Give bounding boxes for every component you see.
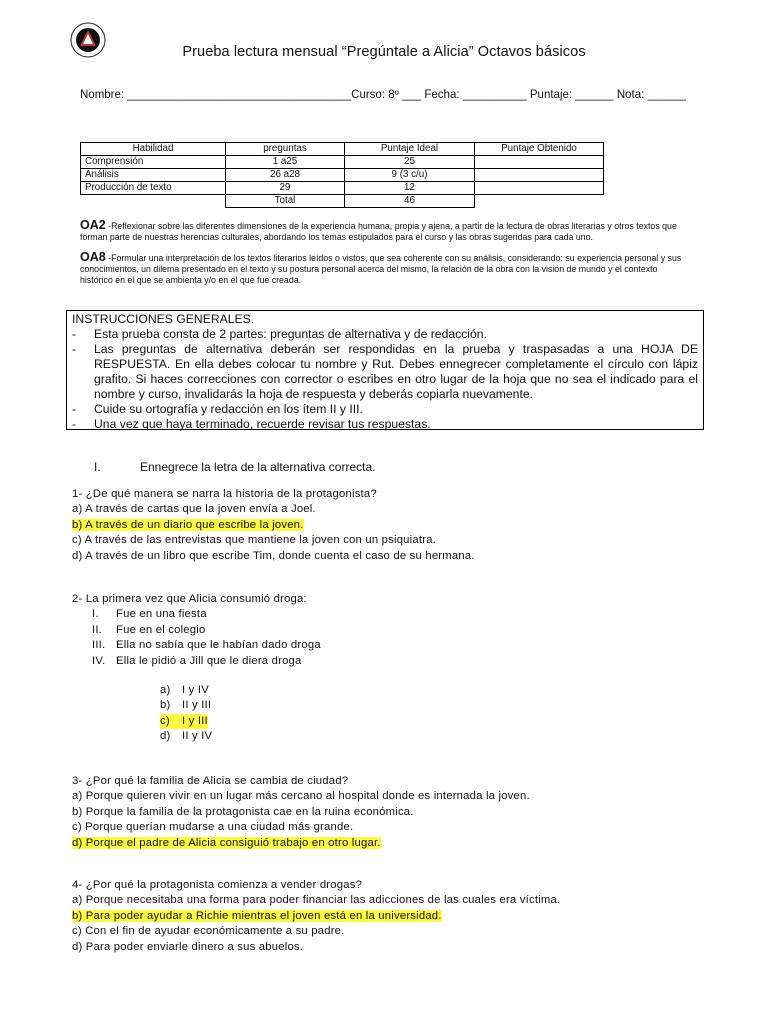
question-prompt: 1- ¿De qué manera se narra la historia de la protagonista?: [72, 488, 377, 500]
objective-text: -Formular una interpretación de los textos literarios leídos o vistos, que sea coherente con su análisis, considerando: su experiencia personal y sus conocimientos, un dilema presentado en el texto y su postura personal acerca del mismo, la relación de la obra con la visión de mundo y el contexto histórico en el que se ambienta y/o en el que fue creada.: [80, 253, 682, 285]
header-habilidad: Habilidad: [81, 143, 226, 156]
option-d[interactable]: d) II y IV: [160, 730, 213, 743]
objective-oa8: [80, 252, 692, 286]
objective-code: OA8: [80, 250, 106, 264]
objective-oa2: [80, 220, 692, 243]
instruction-item: - Una vez que haya terminado, recuerde revisar tus respuestas.: [72, 417, 431, 431]
header-puntaje-ideal: Puntaje Ideal: [345, 143, 475, 156]
cell: [475, 182, 604, 195]
page-title: Prueba lectura mensual “Pregúntale a Alicia” Octavos básicos: [182, 44, 586, 60]
option-b-highlighted[interactable]: b) Para poder ayudar a Richie mientras el joven está en la universidad.: [72, 909, 442, 922]
instruction-item: - Cuide su ortografía y redacción en los ítem II y III.: [72, 402, 363, 416]
question-prompt: 2- La primera vez que Alicia consumió droga:: [72, 593, 307, 605]
cell: 26 a28: [226, 169, 345, 182]
cell: Análisis: [81, 169, 226, 182]
objective-code: OA2: [80, 218, 106, 232]
option-c[interactable]: c) Porque querían mudarse a una ciudad más grande.: [72, 821, 354, 834]
option-b-highlighted[interactable]: b) A través de un diario que escribe la joven.: [72, 518, 304, 531]
table-row: [81, 156, 604, 169]
statement-item: II. Fue en el colegio: [92, 623, 206, 636]
cell: [475, 156, 604, 169]
question-prompt: 3- ¿Por qué la familia de Alicia se cambia de ciudad?: [72, 775, 349, 787]
option-a[interactable]: a) A través de cartas que la joven envía a Joel.: [72, 503, 316, 516]
option-d[interactable]: d) Para poder enviarle dinero a sus abuelos.: [72, 940, 304, 953]
option-c-highlighted[interactable]: c) I y III: [160, 714, 321, 729]
instruction-item: - Las preguntas de alternativa deberán ser respondidas en la prueba y traspasadas a una HOJA DE RESPUESTA. En ella debes colocar tu nombre y Rut. Debes ennegrecer completamente el círculo con lápiz grafito. Si haces correcciones con corrector o escribes en otro lugar de la hoja que no sea el indicado para el nombre y curso, invalidarás la hoja de respuesta y deberás copiarla nuevamente.: [72, 342, 698, 401]
question-2: [72, 592, 321, 745]
instructions-title: INSTRUCCIONES GENERALES.: [72, 312, 255, 326]
section-title-text: Ennegrece la letra de la alternativa correcta.: [140, 460, 376, 474]
skills-table: [80, 142, 604, 208]
section-heading: [94, 460, 375, 474]
total-value: 46: [345, 195, 475, 208]
header-puntaje-obtenido: Puntaje Obtenido: [475, 143, 604, 156]
option-a[interactable]: a) Porque necesitaba una forma para poder financiar las adicciones de las cuales era víctima.: [72, 894, 561, 907]
total-label: Total: [226, 195, 345, 208]
option-b[interactable]: b) II y III: [160, 699, 212, 712]
cell: Comprensión: [81, 156, 226, 169]
option-c[interactable]: c) Con el fin de ayudar económicamente a su padre.: [72, 925, 345, 938]
question-1: [72, 487, 475, 564]
table-row: [81, 182, 604, 195]
objective-text: -Reflexionar sobre las diferentes dimensiones de la experiencia humana, propia y ajena, a partir de la lectura de obras literarias y otros textos que forman parte de nuestras herencias culturales, abordando los temas estipulados para el curso y las obras sugeridas para cada uno.: [80, 221, 677, 242]
table-header-row: [81, 143, 604, 156]
option-d-highlighted[interactable]: d) Porque el padre de Alicia consiguió trabajo en otro lugar.: [72, 836, 381, 849]
cell: 12: [345, 182, 475, 195]
instructions-box: [66, 310, 704, 430]
section-number: I.: [94, 460, 101, 474]
option-b[interactable]: b) Porque la familia de la protagonista cae en la ruina económica.: [72, 805, 414, 818]
option-a[interactable]: a) Porque quieren vivir en un lugar más cercano al hospital donde es internada la joven.: [72, 790, 530, 803]
option-a[interactable]: a) I y IV: [160, 684, 209, 697]
cell: 1 a25: [226, 156, 345, 169]
cell: 25: [345, 156, 475, 169]
statement-item: III. Ella no sabía que le habían dado droga: [92, 639, 321, 652]
option-d[interactable]: d) A través de un libro que escribe Tim, donde cuenta el caso de su hermana.: [72, 549, 475, 562]
statement-item: IV. Ella le pidió a Jill que le diera droga: [92, 654, 302, 667]
cell: [475, 169, 604, 182]
statement-item: I. Fue en una fiesta: [92, 608, 207, 621]
student-info-line: Nombre: ___________________________________Curso: 8º ___ Fecha: __________ Puntaje: ______ Nota: ______: [80, 89, 686, 101]
table-row: [81, 169, 604, 182]
question-prompt: 4- ¿Por qué la protagonista comienza a vender drogas?: [72, 879, 363, 891]
cell: 9 (3 c/u): [345, 169, 475, 182]
option-c[interactable]: c) A través de las entrevistas que mantiene la joven con un psiquiatra.: [72, 534, 436, 547]
header-preguntas: preguntas: [226, 143, 345, 156]
question-3: [72, 774, 530, 851]
question-4: [72, 878, 560, 955]
cell: 29: [226, 182, 345, 195]
cell: Producción de texto: [81, 182, 226, 195]
instruction-item: - Esta prueba consta de 2 partes: preguntas de alternativa y de redacción.: [72, 327, 487, 341]
table-total-row: [81, 195, 604, 208]
